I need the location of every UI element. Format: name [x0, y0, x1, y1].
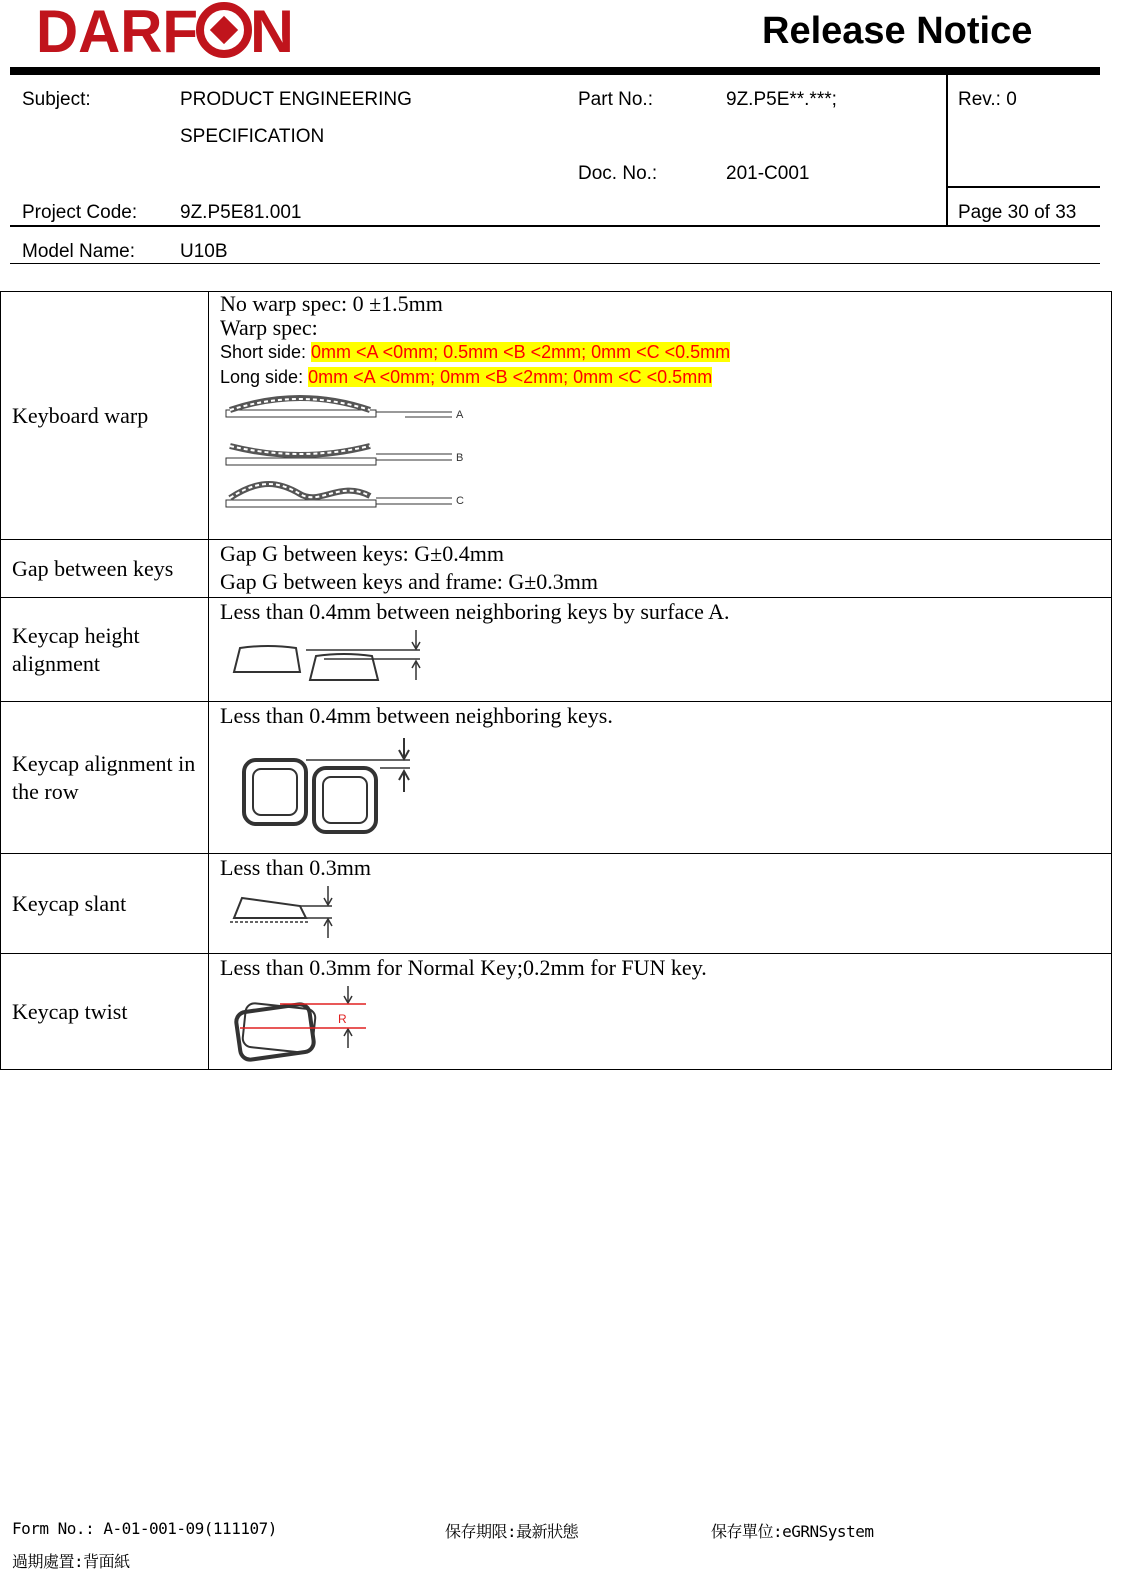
- table-row: [1, 292, 1112, 540]
- gap-between-keys-spec: Gap G between keys: G±0.4mm: [220, 541, 504, 566]
- logo-diamond-o-icon: [200, 6, 248, 54]
- footer-retention: 保存期限:最新狀態: [445, 1522, 579, 1541]
- subject-value-line1: PRODUCT ENGINEERING: [180, 89, 412, 110]
- warp-a-figure: [226, 398, 452, 417]
- warp-a-label: A: [456, 409, 464, 421]
- row-content-twist: [209, 954, 1112, 1070]
- table-row: [1, 854, 1112, 954]
- subject-label: Subject:: [22, 89, 91, 110]
- table-row: [1, 540, 1112, 598]
- slant-spec: Less than 0.3mm: [220, 855, 371, 880]
- project-row-rule: [10, 225, 1100, 227]
- long-side-spec: [220, 365, 1111, 390]
- table-row: [1, 954, 1112, 1070]
- model-name-label: Model Name:: [22, 241, 135, 262]
- document-title: Release Notice: [762, 10, 1033, 52]
- rev-bottom-rule: [946, 186, 1100, 188]
- rev-label: Rev.: 0: [958, 89, 1017, 110]
- footer-form-no: Form No.: A-01-001-09(111107): [12, 1519, 277, 1538]
- model-row-rule: [10, 263, 1100, 264]
- footer-expired-handling: 過期處置:背面紙: [12, 1552, 130, 1571]
- long-side-label: Long side:: [220, 367, 309, 387]
- row-content-slant: [209, 854, 1112, 954]
- row-label-gap: Gap between keys: [1, 540, 209, 598]
- twist-keycap-figure: [235, 986, 352, 1061]
- page-number: Page 30 of 33: [958, 202, 1077, 223]
- twist-spec: Less than 0.3mm for Normal Key;0.2mm for FUN key.: [220, 955, 707, 980]
- twist-diagram: [220, 982, 400, 1064]
- warp-b-label: B: [456, 452, 464, 464]
- rev-divider: [946, 75, 948, 226]
- part-no-label: Part No.:: [578, 89, 653, 110]
- table-row: [1, 598, 1112, 702]
- gap-keys-frame-spec: Gap G between keys and frame: G±0.3mm: [220, 569, 599, 594]
- row-alignment-diagram: [220, 730, 440, 840]
- short-side-label: Short side:: [220, 342, 312, 362]
- slant-diagram: [220, 882, 350, 944]
- row-content-keyboard-warp: [209, 292, 1112, 540]
- row-keycaps-figure: [244, 738, 410, 832]
- short-side-spec: [220, 340, 1111, 365]
- height-keycaps-figure: [234, 630, 420, 680]
- logo-graphic: [36, 0, 296, 58]
- warp-c-label: C: [456, 495, 464, 507]
- part-no-value: 9Z.P5E**.***;: [726, 89, 837, 110]
- row-content-height-alignment: [209, 598, 1112, 702]
- darfon-logo: [36, 0, 296, 58]
- row-content-gap: [209, 540, 1112, 598]
- logo-text-left: DARF: [36, 0, 198, 58]
- project-code-label: Project Code:: [22, 202, 138, 223]
- row-content-row-alignment: [209, 702, 1112, 854]
- height-alignment-diagram: [220, 626, 440, 692]
- twist-r-label: R: [338, 1012, 347, 1026]
- row-label-twist: Keycap twist: [1, 954, 209, 1070]
- warp-b-figure: [226, 446, 452, 465]
- row-label-keyboard-warp: Keyboard warp: [1, 292, 209, 540]
- row-alignment-spec: Less than 0.4mm between neighboring keys.: [220, 703, 613, 728]
- short-side-value: 0mm <A <0mm; 0.5mm <B <2mm; 0mm <C <0.5mm: [311, 342, 731, 362]
- doc-no-value: 201-C001: [726, 163, 810, 184]
- warp-diagram: [220, 390, 490, 518]
- doc-no-label: Doc. No.:: [578, 163, 658, 184]
- model-name-value: U10B: [180, 241, 228, 262]
- table-row: [1, 702, 1112, 854]
- subject-value-line2: SPECIFICATION: [180, 126, 325, 147]
- slant-keycap-figure: [230, 886, 332, 938]
- no-warp-spec: No warp spec: 0 ±1.5mm: [220, 291, 443, 316]
- footer-unit: 保存單位:eGRNSystem: [711, 1522, 874, 1541]
- logo-text-right: N: [250, 0, 294, 58]
- warp-c-figure: [226, 484, 452, 507]
- long-side-value: 0mm <A <0mm; 0mm <B <2mm; 0mm <C <0.5mm: [308, 367, 713, 387]
- header-thick-rule: [10, 67, 1100, 75]
- project-code-value: 9Z.P5E81.001: [180, 202, 302, 223]
- warp-spec-heading: Warp spec:: [220, 315, 318, 340]
- height-alignment-spec: Less than 0.4mm between neighboring keys by surface A.: [220, 599, 730, 624]
- spec-table: [0, 291, 1112, 1070]
- row-label-height-alignment: Keycap height alignment: [1, 598, 209, 702]
- row-label-row-alignment: Keycap alignment in the row: [1, 702, 209, 854]
- row-label-slant: Keycap slant: [1, 854, 209, 954]
